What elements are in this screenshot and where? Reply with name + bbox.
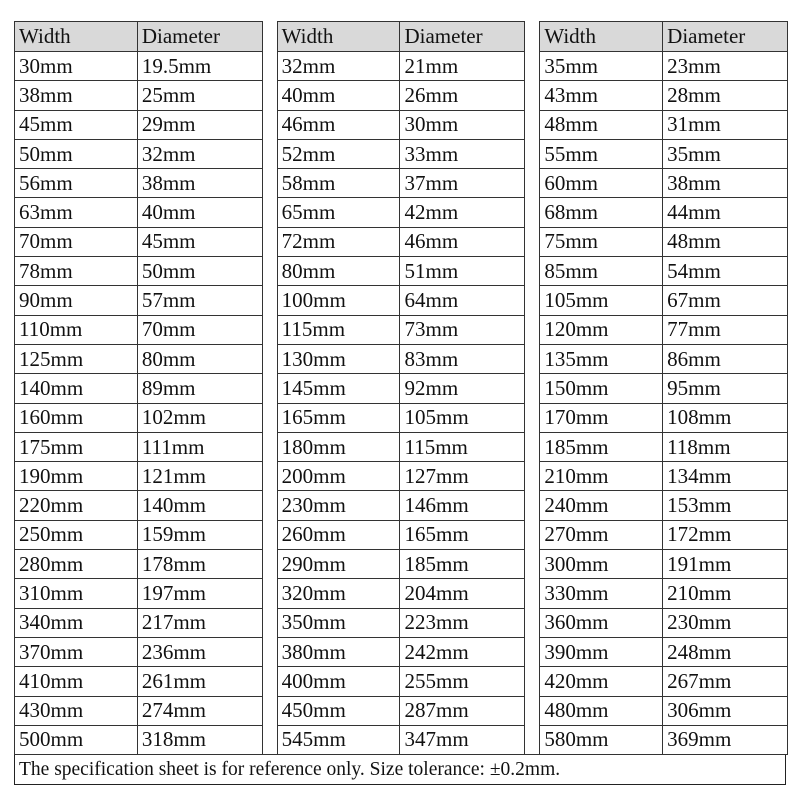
table-row <box>540 696 788 725</box>
diameter-cell: 115mm <box>400 432 525 461</box>
table-row <box>15 257 263 286</box>
diameter-cell: 33mm <box>400 139 525 168</box>
table-row <box>277 462 525 491</box>
diameter-cell: 80mm <box>137 344 262 373</box>
table-row <box>277 227 525 256</box>
diameter-cell: 54mm <box>663 257 788 286</box>
width-cell: 35mm <box>540 52 663 81</box>
width-cell: 68mm <box>540 198 663 227</box>
width-cell: 40mm <box>277 81 400 110</box>
width-cell: 170mm <box>540 403 663 432</box>
table-row <box>15 637 263 666</box>
spec-sheet <box>14 21 788 785</box>
diameter-cell: 44mm <box>663 198 788 227</box>
header-row <box>277 22 525 52</box>
width-cell: 125mm <box>15 344 138 373</box>
diameter-cell: 57mm <box>137 286 262 315</box>
table-row <box>540 315 788 344</box>
table-row <box>277 637 525 666</box>
width-cell: 480mm <box>540 696 663 725</box>
table-row <box>277 52 525 81</box>
table-row <box>277 286 525 315</box>
diameter-cell: 267mm <box>663 667 788 696</box>
width-cell: 320mm <box>277 579 400 608</box>
diameter-cell: 108mm <box>663 403 788 432</box>
width-cell: 115mm <box>277 315 400 344</box>
width-cell: 52mm <box>277 139 400 168</box>
size-table-3 <box>539 21 788 755</box>
table-row <box>277 520 525 549</box>
table-row <box>277 667 525 696</box>
table-row <box>277 550 525 579</box>
table-row <box>540 169 788 198</box>
width-cell: 30mm <box>15 52 138 81</box>
table-row <box>540 344 788 373</box>
width-cell: 56mm <box>15 169 138 198</box>
table-row <box>540 579 788 608</box>
diameter-cell: 86mm <box>663 344 788 373</box>
table-row <box>15 462 263 491</box>
table-row <box>15 52 263 81</box>
table-row <box>15 550 263 579</box>
table-row <box>15 286 263 315</box>
diameter-cell: 134mm <box>663 462 788 491</box>
width-cell: 360mm <box>540 608 663 637</box>
width-cell: 300mm <box>540 550 663 579</box>
table-row <box>15 139 263 168</box>
diameter-cell: 210mm <box>663 579 788 608</box>
diameter-cell: 369mm <box>663 725 788 754</box>
header-row <box>540 22 788 52</box>
diameter-cell: 42mm <box>400 198 525 227</box>
width-cell: 430mm <box>15 696 138 725</box>
width-cell: 130mm <box>277 344 400 373</box>
diameter-cell: 38mm <box>663 169 788 198</box>
width-cell: 135mm <box>540 344 663 373</box>
diameter-cell: 121mm <box>137 462 262 491</box>
table-row <box>15 81 263 110</box>
table-row <box>15 696 263 725</box>
width-cell: 580mm <box>540 725 663 754</box>
table-row <box>540 110 788 139</box>
diameter-cell: 67mm <box>663 286 788 315</box>
width-cell: 500mm <box>15 725 138 754</box>
width-cell: 105mm <box>540 286 663 315</box>
table-row <box>277 374 525 403</box>
table-row <box>540 227 788 256</box>
diameter-cell: 242mm <box>400 637 525 666</box>
width-cell: 310mm <box>15 579 138 608</box>
width-cell: 420mm <box>540 667 663 696</box>
table-row <box>277 432 525 461</box>
table-row <box>277 696 525 725</box>
width-cell: 380mm <box>277 637 400 666</box>
width-cell: 150mm <box>540 374 663 403</box>
diameter-cell: 191mm <box>663 550 788 579</box>
table-row <box>540 139 788 168</box>
table-row <box>540 403 788 432</box>
table-row <box>15 579 263 608</box>
diameter-cell: 248mm <box>663 637 788 666</box>
width-cell: 75mm <box>540 227 663 256</box>
width-header: Width <box>277 22 400 52</box>
table-row <box>277 257 525 286</box>
diameter-cell: 51mm <box>400 257 525 286</box>
diameter-cell: 31mm <box>663 110 788 139</box>
diameter-cell: 306mm <box>663 696 788 725</box>
diameter-cell: 165mm <box>400 520 525 549</box>
tolerance-note: The specification sheet is for reference only. Size tolerance: ±0.2mm. <box>14 754 786 785</box>
diameter-cell: 26mm <box>400 81 525 110</box>
width-cell: 90mm <box>15 286 138 315</box>
table-row <box>540 374 788 403</box>
width-cell: 110mm <box>15 315 138 344</box>
diameter-cell: 172mm <box>663 520 788 549</box>
width-cell: 410mm <box>15 667 138 696</box>
width-cell: 45mm <box>15 110 138 139</box>
diameter-cell: 95mm <box>663 374 788 403</box>
width-cell: 32mm <box>277 52 400 81</box>
diameter-header: Diameter <box>663 22 788 52</box>
table-row <box>277 579 525 608</box>
width-cell: 145mm <box>277 374 400 403</box>
width-cell: 46mm <box>277 110 400 139</box>
table-row <box>540 198 788 227</box>
diameter-cell: 287mm <box>400 696 525 725</box>
table-row <box>277 725 525 754</box>
diameter-cell: 70mm <box>137 315 262 344</box>
table-row <box>540 257 788 286</box>
diameter-cell: 30mm <box>400 110 525 139</box>
diameter-cell: 204mm <box>400 579 525 608</box>
diameter-cell: 274mm <box>137 696 262 725</box>
size-table-1 <box>14 21 263 755</box>
table-row <box>15 432 263 461</box>
width-cell: 180mm <box>277 432 400 461</box>
diameter-cell: 64mm <box>400 286 525 315</box>
diameter-cell: 318mm <box>137 725 262 754</box>
table-row <box>540 52 788 81</box>
width-cell: 65mm <box>277 198 400 227</box>
width-cell: 85mm <box>540 257 663 286</box>
table-row <box>277 403 525 432</box>
diameter-cell: 197mm <box>137 579 262 608</box>
table-row <box>15 667 263 696</box>
width-cell: 38mm <box>15 81 138 110</box>
diameter-cell: 255mm <box>400 667 525 696</box>
table-row <box>277 315 525 344</box>
diameter-cell: 29mm <box>137 110 262 139</box>
diameter-cell: 19.5mm <box>137 52 262 81</box>
size-table-2 <box>277 21 526 755</box>
width-cell: 270mm <box>540 520 663 549</box>
table-row <box>15 520 263 549</box>
diameter-cell: 102mm <box>137 403 262 432</box>
diameter-cell: 178mm <box>137 550 262 579</box>
table-row <box>540 491 788 520</box>
diameter-cell: 25mm <box>137 81 262 110</box>
diameter-cell: 28mm <box>663 81 788 110</box>
width-cell: 200mm <box>277 462 400 491</box>
diameter-cell: 261mm <box>137 667 262 696</box>
diameter-cell: 111mm <box>137 432 262 461</box>
table-row <box>277 81 525 110</box>
diameter-cell: 89mm <box>137 374 262 403</box>
width-cell: 290mm <box>277 550 400 579</box>
header-row <box>15 22 263 52</box>
width-cell: 72mm <box>277 227 400 256</box>
diameter-cell: 230mm <box>663 608 788 637</box>
diameter-cell: 236mm <box>137 637 262 666</box>
table-row <box>277 491 525 520</box>
width-cell: 220mm <box>15 491 138 520</box>
size-tables <box>14 21 788 755</box>
width-cell: 43mm <box>540 81 663 110</box>
table-row <box>540 667 788 696</box>
diameter-cell: 217mm <box>137 608 262 637</box>
width-cell: 55mm <box>540 139 663 168</box>
width-cell: 50mm <box>15 139 138 168</box>
width-cell: 350mm <box>277 608 400 637</box>
diameter-cell: 37mm <box>400 169 525 198</box>
width-cell: 280mm <box>15 550 138 579</box>
width-cell: 100mm <box>277 286 400 315</box>
width-cell: 160mm <box>15 403 138 432</box>
diameter-cell: 35mm <box>663 139 788 168</box>
width-cell: 60mm <box>540 169 663 198</box>
width-cell: 190mm <box>15 462 138 491</box>
table-row <box>540 432 788 461</box>
table-row <box>540 520 788 549</box>
table-row <box>277 608 525 637</box>
diameter-cell: 140mm <box>137 491 262 520</box>
width-cell: 330mm <box>540 579 663 608</box>
width-cell: 545mm <box>277 725 400 754</box>
diameter-header: Diameter <box>400 22 525 52</box>
table-row <box>277 344 525 373</box>
diameter-cell: 105mm <box>400 403 525 432</box>
diameter-cell: 153mm <box>663 491 788 520</box>
diameter-cell: 347mm <box>400 725 525 754</box>
table-row <box>540 608 788 637</box>
diameter-cell: 48mm <box>663 227 788 256</box>
width-cell: 250mm <box>15 520 138 549</box>
diameter-cell: 40mm <box>137 198 262 227</box>
width-cell: 240mm <box>540 491 663 520</box>
diameter-cell: 73mm <box>400 315 525 344</box>
width-cell: 140mm <box>15 374 138 403</box>
width-cell: 260mm <box>277 520 400 549</box>
table-row <box>15 403 263 432</box>
width-cell: 78mm <box>15 257 138 286</box>
width-cell: 340mm <box>15 608 138 637</box>
diameter-cell: 118mm <box>663 432 788 461</box>
diameter-cell: 45mm <box>137 227 262 256</box>
width-cell: 70mm <box>15 227 138 256</box>
table-row <box>15 608 263 637</box>
diameter-cell: 146mm <box>400 491 525 520</box>
table-row <box>15 374 263 403</box>
table-row <box>15 110 263 139</box>
diameter-cell: 21mm <box>400 52 525 81</box>
width-cell: 370mm <box>15 637 138 666</box>
diameter-cell: 127mm <box>400 462 525 491</box>
diameter-cell: 38mm <box>137 169 262 198</box>
width-cell: 400mm <box>277 667 400 696</box>
table-row <box>15 227 263 256</box>
width-cell: 120mm <box>540 315 663 344</box>
diameter-cell: 185mm <box>400 550 525 579</box>
table-row <box>277 169 525 198</box>
diameter-cell: 159mm <box>137 520 262 549</box>
table-row <box>277 110 525 139</box>
table-row <box>540 81 788 110</box>
width-cell: 450mm <box>277 696 400 725</box>
width-cell: 185mm <box>540 432 663 461</box>
table-row <box>15 725 263 754</box>
diameter-cell: 50mm <box>137 257 262 286</box>
width-cell: 165mm <box>277 403 400 432</box>
table-row <box>277 139 525 168</box>
width-cell: 80mm <box>277 257 400 286</box>
diameter-cell: 32mm <box>137 139 262 168</box>
width-header: Width <box>540 22 663 52</box>
width-cell: 48mm <box>540 110 663 139</box>
table-row <box>540 286 788 315</box>
width-cell: 230mm <box>277 491 400 520</box>
width-cell: 58mm <box>277 169 400 198</box>
diameter-cell: 223mm <box>400 608 525 637</box>
table-row <box>540 725 788 754</box>
diameter-cell: 92mm <box>400 374 525 403</box>
diameter-cell: 83mm <box>400 344 525 373</box>
table-row <box>15 169 263 198</box>
table-row <box>15 344 263 373</box>
diameter-header: Diameter <box>137 22 262 52</box>
width-cell: 175mm <box>15 432 138 461</box>
diameter-cell: 46mm <box>400 227 525 256</box>
table-row <box>15 315 263 344</box>
width-header: Width <box>15 22 138 52</box>
table-row <box>540 637 788 666</box>
width-cell: 63mm <box>15 198 138 227</box>
table-row <box>15 491 263 520</box>
table-row <box>277 198 525 227</box>
width-cell: 210mm <box>540 462 663 491</box>
table-row <box>15 198 263 227</box>
width-cell: 390mm <box>540 637 663 666</box>
diameter-cell: 23mm <box>663 52 788 81</box>
table-row <box>540 462 788 491</box>
table-row <box>540 550 788 579</box>
diameter-cell: 77mm <box>663 315 788 344</box>
